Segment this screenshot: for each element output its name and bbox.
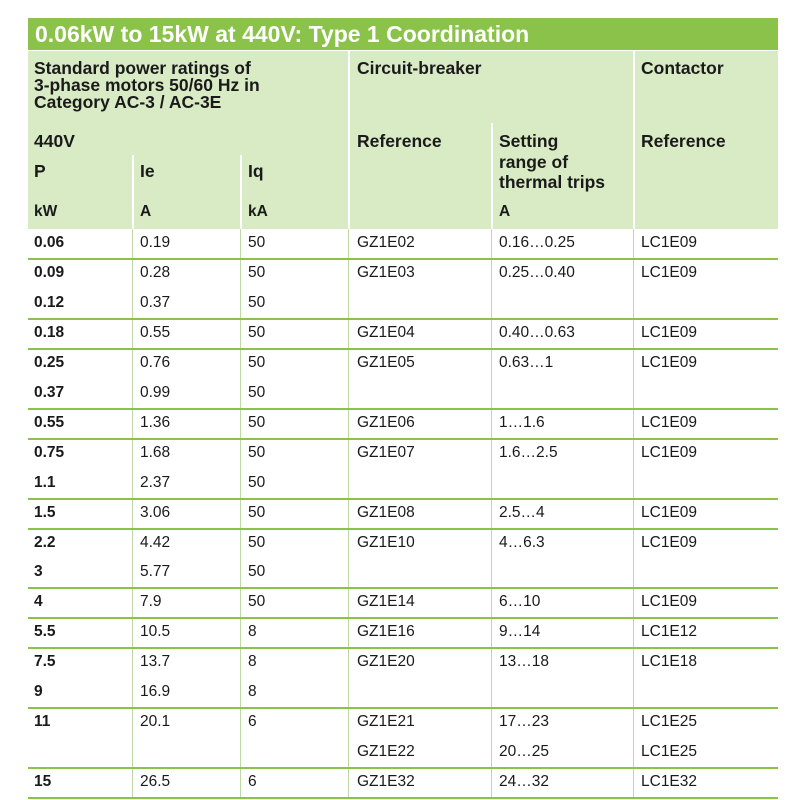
cell-iq: 8: [248, 623, 257, 641]
cell-range: 6…10: [499, 593, 541, 611]
cell-contactor: LC1E09: [641, 593, 698, 611]
header-contactor: Contactor: [641, 58, 724, 78]
cell-iq: 50: [248, 533, 266, 551]
cell-range: 20…25: [499, 743, 549, 761]
cell-ie: 0.99: [140, 383, 171, 401]
cell-ie: 0.19: [140, 234, 171, 251]
header-col-iq: Iq: [248, 161, 264, 181]
cell-iq: 50: [248, 293, 266, 311]
header-setting-unit: A: [499, 203, 511, 220]
cell-ie: 1.36: [140, 413, 171, 431]
cell-ie: 10.5: [140, 623, 171, 641]
table-row: [28, 379, 778, 409]
cell-contactor: LC1E09: [641, 503, 698, 521]
cell-ie: 1.68: [140, 443, 171, 461]
header-divider: [491, 123, 493, 229]
header-col-p: P: [34, 161, 46, 181]
cell-p: 0.09: [34, 263, 65, 281]
cell-contactor: LC1E09: [641, 234, 698, 251]
cell-iq: 50: [248, 353, 266, 371]
cell-p: 0.37: [34, 383, 65, 401]
cell-contactor: LC1E09: [641, 533, 698, 551]
cell-iq: 50: [248, 473, 266, 491]
cell-range: 4…6.3: [499, 533, 545, 551]
cell-iq: 50: [248, 263, 266, 281]
table-row: [28, 499, 778, 529]
cell-iq: 50: [248, 323, 266, 341]
row-separator: [28, 797, 778, 799]
cell-iq: 50: [248, 443, 266, 461]
cell-p: 4: [34, 593, 43, 611]
header-motor-ratings-line1: Standard power ratings of: [34, 58, 251, 78]
cell-contactor: LC1E09: [641, 413, 698, 431]
cell-ie: 26.5: [140, 773, 171, 791]
table-row: [28, 618, 778, 648]
header-setting-line1: Setting: [499, 131, 559, 151]
table-row: [28, 558, 778, 588]
cell-range: 9…14: [499, 623, 541, 641]
table-title: 0.06kW to 15kW at 440V: Type 1 Coordination: [28, 18, 778, 50]
cell-range: 1…1.6: [499, 413, 545, 431]
cell-ie: 2.37: [140, 473, 171, 491]
cell-ref: GZ1E05: [357, 353, 415, 371]
cell-ref: GZ1E21: [357, 713, 415, 731]
cell-p: 1.5: [34, 503, 56, 521]
cell-iq: 50: [248, 413, 266, 431]
cell-p: 9: [34, 683, 43, 701]
header-setting-line2: range of: [499, 152, 569, 172]
cell-p: 2.2: [34, 533, 56, 551]
cell-ref: GZ1E06: [357, 413, 415, 431]
cell-range: 0.63…1: [499, 353, 554, 371]
cell-ref: GZ1E22: [357, 743, 415, 761]
table-row: [28, 588, 778, 618]
cell-iq: 6: [248, 773, 257, 791]
cell-p: 0.75: [34, 443, 65, 461]
cell-range: 0.40…0.63: [499, 323, 575, 341]
header-divider: [240, 155, 242, 229]
cell-ie: 13.7: [140, 653, 171, 671]
header-divider: [633, 51, 635, 229]
table-row: [28, 708, 778, 738]
cell-ref: GZ1E20: [357, 653, 415, 671]
cell-ref: GZ1E10: [357, 533, 415, 551]
table-header: [28, 51, 778, 229]
cell-ref: GZ1E03: [357, 263, 415, 281]
cell-ref: GZ1E16: [357, 623, 415, 641]
cell-ie: 5.77: [140, 563, 171, 581]
top-strip: [28, 0, 778, 18]
cell-p: 5.5: [34, 623, 56, 641]
header-voltage: 440V: [34, 131, 75, 151]
table-row: [28, 409, 778, 439]
cell-contactor: LC1E32: [641, 773, 698, 791]
header-circuit-breaker: Circuit-breaker: [357, 58, 482, 78]
header-unit-kw: kW: [34, 203, 58, 220]
cell-contactor: LC1E18: [641, 653, 698, 671]
cell-range: 17…23: [499, 713, 549, 731]
cell-p: 11: [34, 713, 51, 731]
cell-ref: GZ1E08: [357, 503, 415, 521]
cell-p: 0.55: [34, 413, 65, 431]
table-row: [28, 648, 778, 678]
cell-p: 7.5: [34, 653, 56, 671]
table-row: [28, 469, 778, 499]
cell-ref: GZ1E04: [357, 323, 415, 341]
cell-range: 1.6…2.5: [499, 443, 558, 461]
cell-iq: 50: [248, 234, 266, 251]
cell-p: 3: [34, 563, 43, 581]
table-row: [28, 349, 778, 379]
cell-range: 0.16…0.25: [499, 234, 575, 251]
cell-iq: 8: [248, 653, 257, 671]
cell-p: 0.18: [34, 323, 65, 341]
cell-iq: 50: [248, 383, 266, 401]
cell-range: 24…32: [499, 773, 549, 791]
header-unit-a: A: [140, 203, 152, 220]
header-motor-ratings-line3: Category AC-3 / AC-3E: [34, 92, 222, 112]
coordination-table: [28, 0, 778, 800]
cell-p: 0.06: [34, 234, 65, 251]
cell-contactor: LC1E09: [641, 263, 698, 281]
cell-ie: 3.06: [140, 503, 171, 521]
cell-range: 13…18: [499, 653, 549, 671]
table-row: [28, 319, 778, 349]
cell-ref: GZ1E14: [357, 593, 415, 611]
cell-iq: 50: [248, 563, 266, 581]
cell-contactor: LC1E12: [641, 623, 698, 641]
table-row: [28, 289, 778, 319]
cell-contactor: LC1E09: [641, 323, 698, 341]
header-setting-line3: thermal trips: [499, 172, 605, 192]
cell-iq: 8: [248, 683, 257, 701]
cell-ie: 20.1: [140, 713, 171, 731]
cell-contactor: LC1E25: [641, 713, 698, 731]
table-row: [28, 439, 778, 469]
cell-ref: GZ1E32: [357, 773, 415, 791]
cell-ie: 7.9: [140, 593, 162, 611]
cell-p: 0.12: [34, 293, 65, 311]
cell-iq: 6: [248, 713, 257, 731]
cell-ie: 4.42: [140, 533, 171, 551]
cell-ie: 0.76: [140, 353, 171, 371]
header-unit-ka: kA: [248, 203, 268, 220]
header-cb-reference: Reference: [357, 131, 442, 151]
header-motor-ratings-line2: 3-phase motors 50/60 Hz in: [34, 75, 260, 95]
header-divider: [132, 155, 134, 229]
cell-contactor: LC1E25: [641, 743, 698, 761]
table-row: [28, 738, 778, 768]
cell-ie: 0.37: [140, 293, 171, 311]
cell-ie: 0.28: [140, 263, 171, 281]
cell-ie: 0.55: [140, 323, 171, 341]
table-row: [28, 678, 778, 708]
cell-iq: 50: [248, 593, 266, 611]
cell-range: 0.25…0.40: [499, 263, 575, 281]
header-contactor-reference: Reference: [641, 131, 726, 151]
cell-ref: GZ1E02: [357, 234, 415, 251]
cell-ie: 16.9: [140, 683, 171, 701]
table-row: [28, 529, 778, 559]
header-col-ie: Ie: [140, 161, 155, 181]
cell-contactor: LC1E09: [641, 353, 698, 371]
table-row: [28, 229, 778, 259]
cell-p: 15: [34, 773, 52, 791]
table-row: [28, 768, 778, 798]
cell-contactor: LC1E09: [641, 443, 698, 461]
header-divider: [348, 51, 350, 229]
cell-p: 0.25: [34, 353, 65, 371]
cell-range: 2.5…4: [499, 503, 545, 521]
cell-p: 1.1: [34, 473, 56, 491]
table-row: [28, 259, 778, 289]
cell-ref: GZ1E07: [357, 443, 415, 461]
cell-iq: 50: [248, 503, 266, 521]
